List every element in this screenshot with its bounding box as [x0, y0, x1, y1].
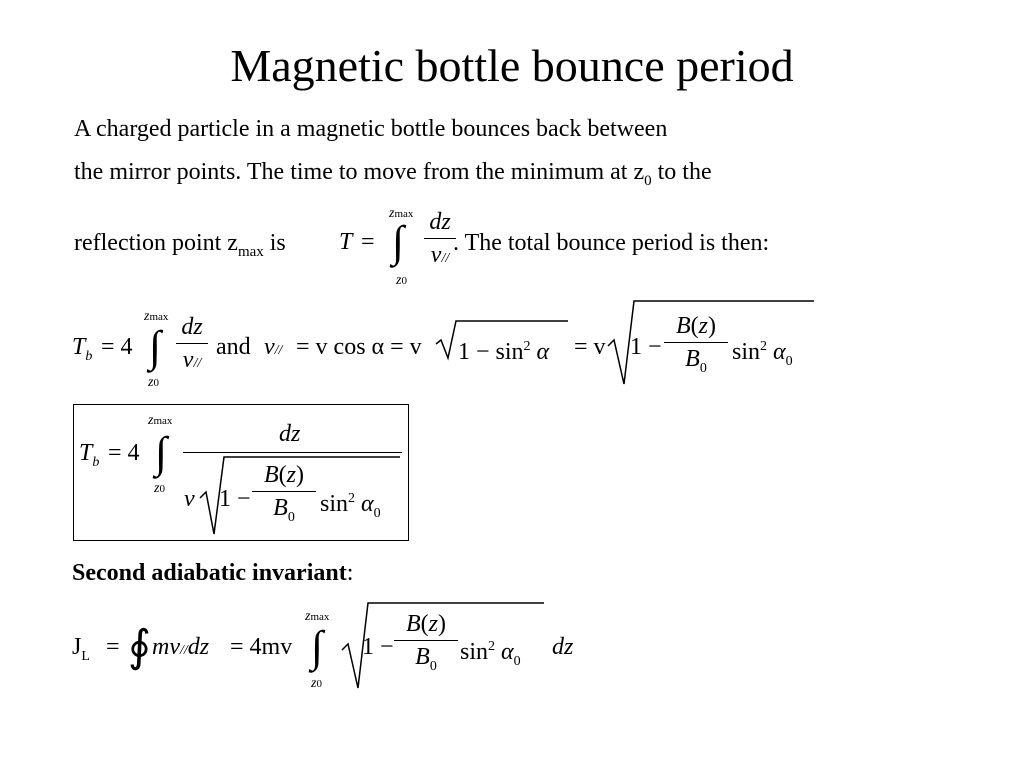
J-sin-squared: $\sin^2 \alpha_0$ [460, 639, 521, 669]
z0-subscript: 0 [644, 172, 652, 189]
J-dz: dz [552, 634, 574, 660]
zmax-subscript: max [237, 243, 264, 260]
paragraph-line-3 [74, 228, 286, 267]
boxed-coef: = 4 [108, 440, 140, 466]
integral-sign: ∫ [149, 322, 162, 371]
paragraph-line-3-end: . The total bounce period is then: [453, 230, 770, 256]
radical-1-content: $1 - \sin^2 \alpha$ [458, 339, 550, 365]
page-title: Magnetic bottle bounce period [230, 40, 794, 91]
J-equals: = [106, 634, 120, 660]
eq-T-numerator: dz [429, 209, 451, 235]
rhs-1: = v cos α = v [296, 334, 422, 360]
rhs-2: = v [574, 334, 606, 360]
and-text: and [216, 334, 251, 360]
Tb-lhs: $T_b$ [72, 334, 93, 364]
one-minus: 1 − [630, 334, 662, 360]
boxed-one-minus: 1 − [219, 486, 251, 512]
paragraph-line-2-end: to the [657, 159, 712, 185]
Tb-fraction [176, 313, 208, 378]
invariant-heading: Second adiabatic invariant [72, 560, 347, 586]
sin-squared-alpha0: $\sin^2 \alpha_0$ [732, 339, 793, 369]
B-of-z: B(z) [675, 313, 716, 339]
J-B-ratio [394, 610, 458, 681]
B-ratio-fraction [664, 312, 728, 383]
integral-sign: ∫ [392, 217, 405, 266]
eq-T-equals: = [361, 229, 375, 255]
J-B0: $B_0$ [415, 644, 437, 674]
Tb-denominator: v// [182, 347, 202, 373]
J-B-of-z: B(z) [405, 611, 446, 637]
contour-integral-sign: ∮ [128, 622, 151, 671]
J-L: $J_L$ [72, 634, 90, 664]
boxed-lhs: $T_b$ [79, 440, 100, 470]
invariant-heading-line: Second adiabatic invariant: [72, 560, 354, 586]
B0: $B_0$ [685, 346, 707, 376]
eq-T-upper-limit: zmax [389, 206, 414, 221]
J-integrand: mv//dz [152, 634, 210, 660]
eq-T-lower-limit: z0 [396, 273, 407, 288]
J-eq2: = 4mv [230, 634, 293, 660]
v-parallel: v// [264, 334, 283, 360]
Tb-coef: = 4 [101, 334, 133, 360]
Tb-lower-limit: z0 [148, 375, 159, 390]
integral-sign: ∫ [311, 622, 324, 671]
paragraph-line-2 [74, 157, 712, 196]
J-one-minus: 1 − [362, 634, 394, 660]
boxed-numerator: dz [279, 421, 301, 447]
boxed-lower-limit: z0 [154, 481, 165, 496]
boxed-B-ratio [252, 461, 316, 532]
boxed-B0: $B_0$ [273, 495, 295, 525]
boxed-v: v [184, 486, 195, 512]
boxed-sin-squared: $\sin^2 \alpha_0$ [320, 491, 381, 521]
Tb-upper-limit: zmax [144, 309, 169, 324]
boxed-B-of-z: B(z) [263, 462, 304, 488]
boxed-upper-limit: zmax [148, 413, 173, 428]
paragraph-line-1: A charged particle in a magnetic bottle bounces back between [74, 116, 668, 142]
Tb-numerator: dz [181, 314, 203, 340]
eq-T-denominator: v// [430, 242, 450, 268]
J-lower-limit: z0 [311, 676, 322, 691]
paragraph-line-3-is: is [269, 230, 286, 256]
eq-T-lhs: T [339, 229, 353, 255]
eq-T-fraction [424, 208, 456, 273]
J-upper-limit: zmax [305, 609, 330, 624]
paragraph-line-3-text: reflection point z [74, 230, 238, 256]
integral-sign: ∫ [155, 428, 168, 477]
paragraph-line-2-text: the mirror points. The time to move from the minimum at z [74, 159, 645, 185]
